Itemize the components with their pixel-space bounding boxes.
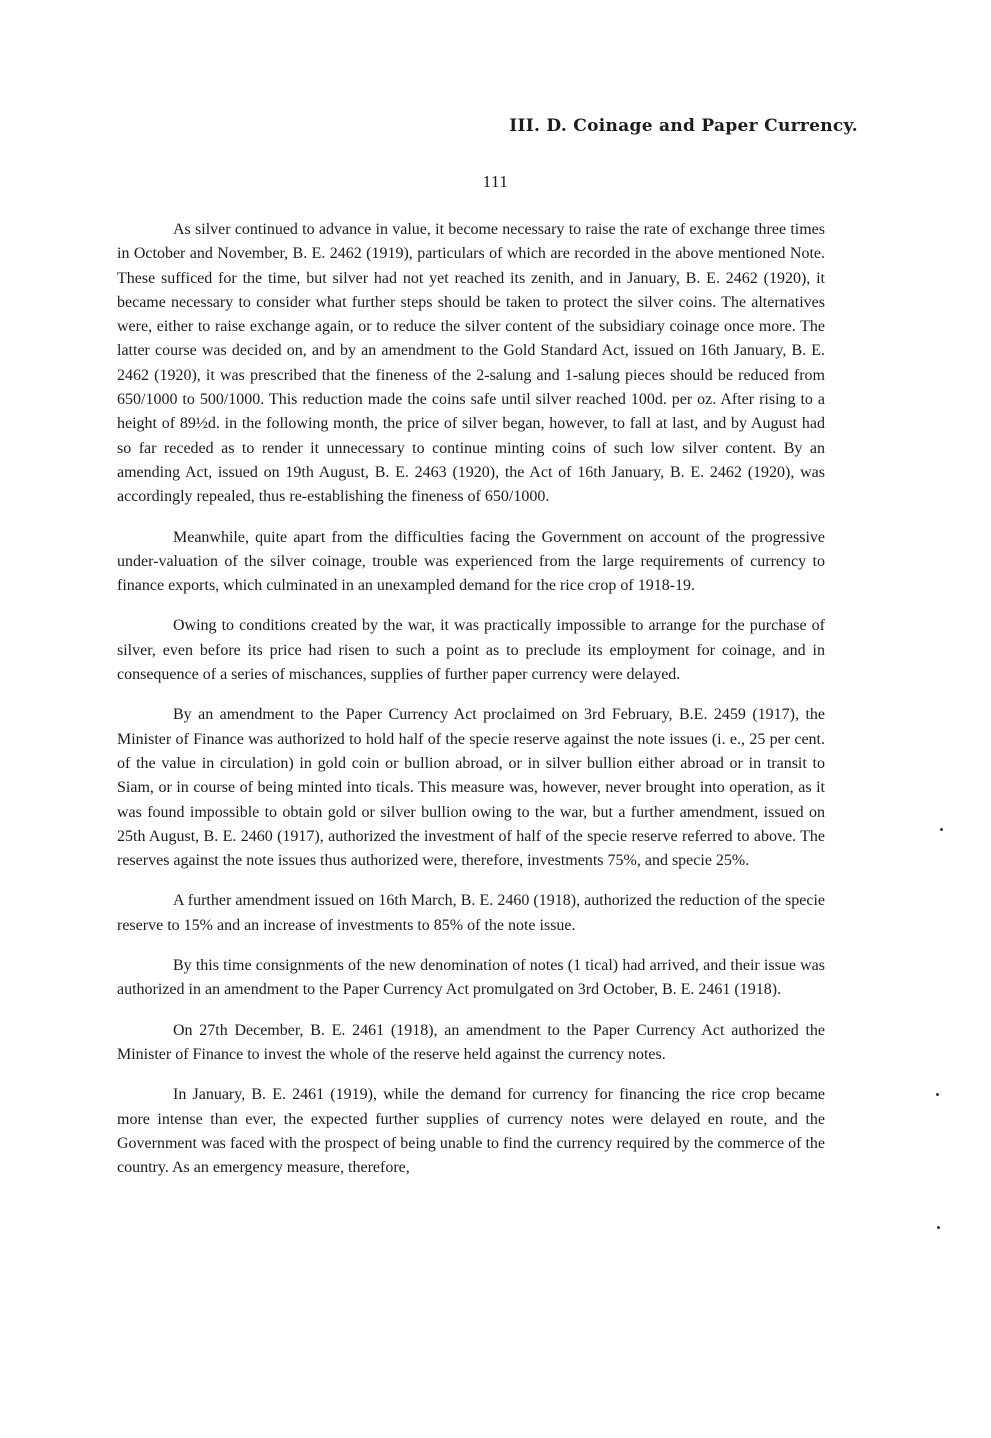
- running-title: III. D. Coinage and Paper Currency.: [509, 116, 858, 136]
- paragraph-specie-reserve-reduction: A further amendment issued on 16th March, B. E. 2460 (1918), authorized the reduction of the specie reserve to 15% and an increase of investments to 85% of the note issue.: [117, 892, 825, 934]
- paragraph-paper-currency-act-1917: By an amendment to the Paper Currency Act proclaimed on 3rd February, B.E. 2459 (1917), the Minister of Finance was authorized to hold half of the specie reserve against the note issues (i. e., 25 per cent. of the value in circulation) in gold coin or bullion abroad, or in silver bullion either abroad or in transit to Siam, or in course of being minted into ticals. This measure was, however, never brought into operation, as it was found impossible to obtain gold or silver bullion owing to the war, but a further amendment, issued on 25th August, B. E. 2460 (1917), authorized the investment of half of the specie reserve referred to above. The reserves against the note issues thus authorized were, therefore, investments 75%, and specie 25%.: [117, 706, 825, 870]
- paragraph-reserve-investment: On 27th December, B. E. 2461 (1918), an amendment to the Paper Currency Act authorized the Minister of Finance to invest the whole of the reserve held against the currency notes.: [117, 1021, 825, 1063]
- paragraph-silver-exchange: As silver continued to advance in value, it become necessary to raise the rate of exchange three times in October and November, B. E. 2462 (1919), particulars of which are recorded in the above mentioned Note. These sufficed for the time, but silver had not yet reached its zenith, and in January, B. E. 2462 (1920), it became necessary to consider what further steps should be taken to protect the silver coins. The alternatives were, either to raise exchange again, or to reduce the silver content of the subsidiary coinage once more. The latter course was decided on, and by an amendment to the Gold Standard Act, issued on 16th January, B. E. 2462 (1920), it was prescribed that the fineness of the 2-salung and 1-salung pieces should be reduced from 650/1000 to 500/1000. This reduction made the coins safe until silver reached 100d. per oz. After rising to a height of 89½d. in the following month, the price of silver began, however, to fall at last, and by August had so far receded as to render it unnecessary to continue minting coins of such low silver content. By an amending Act, issued on 19th August, B. E. 2463 (1920), the Act of 16th January, B. E. 2462 (1920), was accordingly repealed, thus re-establishing the fineness of 650/1000.: [117, 221, 825, 506]
- scan-speck: [937, 1226, 940, 1229]
- page-number: 111: [482, 172, 509, 191]
- paragraph-currency-requirements: Meanwhile, quite apart from the difficulties facing the Government on account of the progressive under-valuation of the silver coinage, trouble was experienced from the large requirements of currency to finance exports, which culminated in an unexampled demand for the rice crop of 1918-19.: [117, 528, 825, 595]
- scan-speck: [936, 1093, 939, 1096]
- scan-speck: [940, 828, 943, 831]
- paragraph-war-conditions: Owing to conditions created by the war, it was practically impossible to arrange for the purchase of silver, even before its price had risen to such a point as to preclude its employment for coinage, and in consequence of a series of mischances, supplies of further paper currency were delayed.: [117, 617, 825, 684]
- paragraph-new-notes: By this time consignments of the new denomination of notes (1 tical) had arrived, and their issue was authorized in an amendment to the Paper Currency Act promulgated on 3rd October, B. E. 2461 (1918).: [117, 957, 825, 999]
- paragraph-emergency: In January, B. E. 2461 (1919), while the demand for currency for financing the rice crop became more intense than ever, the expected further supplies of currency notes were delayed en route, and the Government was faced with the prospect of being unable to find the currency required by the commerce of the country. As an emergency measure, therefore,: [117, 1086, 825, 1177]
- body-text: [117, 218, 825, 1196]
